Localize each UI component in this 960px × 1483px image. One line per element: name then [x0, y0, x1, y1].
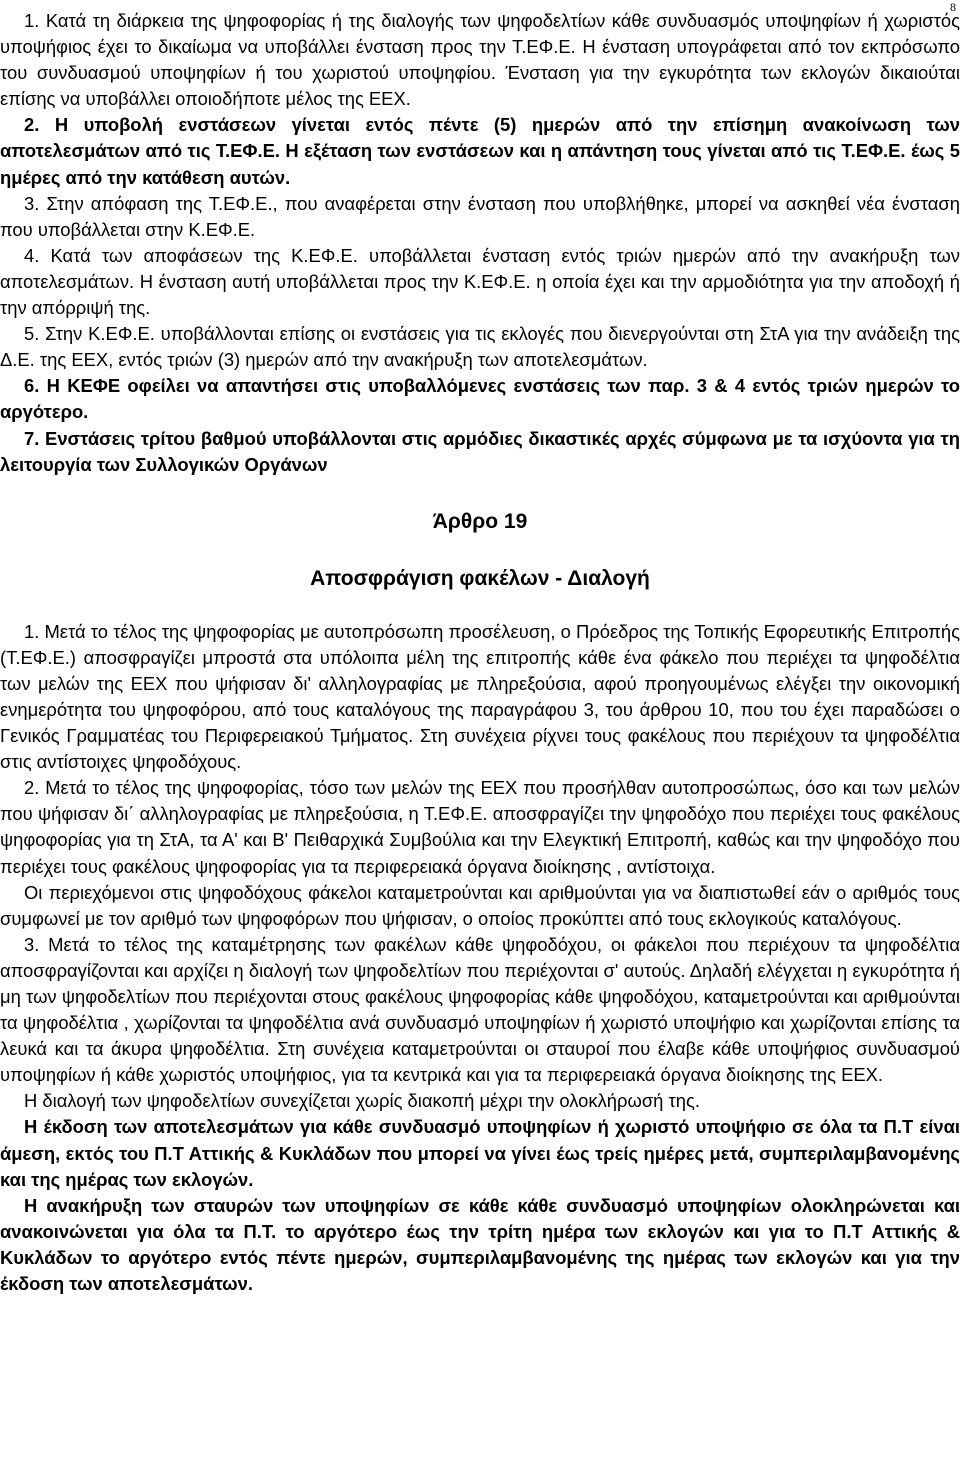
paragraph-kefe-reply: 6. Η ΚΕΦΕ οφείλει να απαντήσει στις υποβαλλόμενες ενστάσεις των παρ. 3 & 4 εντός τριών ημερών το αργότερο.	[0, 375, 960, 423]
page-number: 8	[950, 0, 956, 14]
paragraph-objection-deadline: 2. Η υποβολή ενστάσεων γίνεται εντός πέντε (5) ημερών από την επίσημη ανακοίνωση των αποτελεσμάτων από τις Τ.ΕΦ.Ε. Η εξέταση των ενστάσεων και η απάντηση τους γίνεται από τις Τ.ΕΦ.Ε. έως 5 ημέρες από την κατάθεση αυτών.	[0, 114, 960, 188]
article-title: Άρθρο 19	[432, 509, 528, 533]
paragraph-unsealing-ballot-box: 2. Μετά το τέλος της ψηφοφορίας, τόσο των μελών της ΕΕΧ που προσήλθαν αυτοπροσώπως, όσο και των μελών που ψήφισαν δι΄ αλληλογραφίας με πληρεξούσια, η Τ.ΕΦ.Ε. αποσφραγίζει την ψηφοδόχο που περιέχει τους φακέλους ψηφοφορίας για τη ΣτΑ, τα Α' και Β' Πειθαρχικά Συμβούλια και την Ελεγκτική Επιτροπή, καθώς και την ψηφοδόχο που περιέχει τους φακέλους ψηφοφορίας για τα περιφερειακά όργανα διοίκησης , αντίστοιχα.	[0, 777, 960, 877]
paragraph-kefe-decisions: 4. Κατά των αποφάσεων της Κ.ΕΦ.Ε. υποβάλλεται ένσταση εντός τριών ημερών από την ανακήρυξη των αποτελεσμάτων. Η ένσταση αυτή υποβάλλεται προς την Κ.ΕΦ.Ε. η οποία έχει και την αρμοδιότητα για την αποδοχή ή την απόρριψή της.	[0, 244, 960, 319]
paragraph-sorting-continues: Η διαλογή των ψηφοδελτίων συνεχίζεται χωρίς διακοπή μέχρι την ολοκλήρωσή της.	[24, 1090, 700, 1112]
paragraph-objection-right: 1. Κατά τη διάρκεια της ψηφοφορίας ή της διαλογής των ψηφοδελτίων κάθε συνδυασμός υποψηφίων ή χωριστός υποψήφιος έχει το δικαίωμα να υποβάλλει ένσταση προς την Τ.ΕΦ.Ε. Η ένσταση υπογράφεται από τον εκπρόσωπο του συνδυασμού υποψηφίων ή του χωριστού υποψηφίου. Ένσταση για την εγκυρότητα των εκλογών δικαιούται επίσης να υποβάλλει οποιοδήποτε μέλος της ΕΕΧ.	[0, 10, 960, 110]
paragraph-unsealing-envelopes: 1. Μετά το τέλος της ψηφοφορίας με αυτοπρόσωπη προσέλευση, ο Πρόεδρος της Τοπικής Εφορευτικής Επιτροπής (Τ.ΕΦ.Ε.) αποσφραγίζει μπροστά στα υπόλοιπα μέλη της επιτροπής κάθε ένα φάκελο που περιέχει τα ψηφοδέλτια των μελών της ΕΕΧ που ψήφισαν δι' αλληλογραφίας με πληρεξούσια, αφού προηγουμένως ελέγξει την οικονομική ενημερότητα του ψηφοφόρου, από τους καταλόγους της παραγράφου 3, του άρθρου 10, που του έχει παραδώσει ο Γενικός Γραμματέας του Περιφερειακού Τμήματος. Στη συνέχεια ρίχνει τους φακέλους που περιέχουν τα ψηφοδέλτια στις αντίστοιχες ψηφοδόχους.	[0, 620, 960, 773]
paragraph-third-degree: 7. Ενστάσεις τρίτου βαθμού υποβάλλονται στις αρμόδιες δικαστικές αρχές σύμφωνα με τα ισχύοντα για τη λειτουργία των Συλλογικών Οργάνων	[0, 427, 960, 475]
article-subtitle: Αποσφράγιση φακέλων - Διαλογή	[310, 566, 650, 590]
paragraph-envelope-count: Οι περιεχόμενοι στις ψηφοδόχους φάκελοι καταμετρούνται και αριθμούνται για να διαπιστωθεί εάν ο αριθμός τους συμφωνεί με τον αριθμό των ψηφοφόρων που ψήφισαν, ο οποίος προκύπτει από τους εκλογικούς καταλόγους.	[0, 881, 960, 929]
paragraph-preference-votes: Η ανακήρυξη των σταυρών των υποψηφίων σε κάθε κάθε συνδυασμό υποψηφίων ολοκληρώνεται και ανακοινώνεται για όλα τα Π.Τ. το αργότερο έως την τρίτη ημέρα των εκλογών και για το Π.Τ Αττικής & Κυκλάδων το αργότερο εντός πέντε ημερών, συμπεριλαμβανομένης της ημέρας των εκλογών και για την έκδοση των αποτελεσμάτων.	[0, 1194, 960, 1295]
article-19-paragraphs	[0, 619, 960, 1297]
paragraph-ballot-sorting: 3. Μετά το τέλος της καταμέτρησης των φακέλων κάθε ψηφοδόχου, οι φάκελοι που περιέχουν τα ψηφοδέλτια αποσφραγίζονται και αρχίζει η διαλογή των ψηφοδελτίων που περιέχονται σ' αυτούς. Δηλαδή ελέγχεται η εγκυρότητα ή μη των ψηφοδελτίων που περιέχονται στους φακέλους ψηφοφορίας κάθε ψηφοδόχου, καταμετρούνται και αριθμούνται τα ψηφοδέλτια , χωρίζονται τα ψηφοδέλτια ανά συνδυασμό υποψηφίων ή χωριστό υποψήφιο και χωρίζονται επίσης τα λευκά και τα άκυρα ψηφοδέλτια. Στη συνέχεια καταμετρούνται οι σταυροί που έλαβε κάθε υποψήφιος συνδυασμού υποψηφίων ή κάθε χωριστός υποψήφιος, για τα κεντρικά και για τα περιφερειακά όργανα διοίκησης της ΕΕΧ.	[0, 933, 960, 1086]
article-18-paragraphs	[0, 8, 960, 478]
paragraph-new-objection: 3. Στην απόφαση της Τ.ΕΦ.Ε., που αναφέρεται στην ένσταση που υποβλήθηκε, μπορεί να ασκηθεί νέα ένσταση που υποβάλλεται στην Κ.ΕΦ.Ε.	[0, 192, 960, 240]
paragraph-results-issuance: Η έκδοση των αποτελεσμάτων για κάθε συνδυασμό υποψηφίων ή χωριστό υποψήφιο σε όλα τα Π.Τ είναι άμεση, εκτός του Π.Τ Αττικής & Κυκλάδων που μπορεί να γίνει έως τρείς ημέρες μετά, συμπεριλαμβανομένης και της ημέρας των εκλογών.	[0, 1116, 960, 1190]
paragraph-sta-objections: 5. Στην Κ.ΕΦ.Ε. υποβάλλονται επίσης οι ενστάσεις για τις εκλογές που διενεργούνται στη ΣτΑ για την ανάδειξη της Δ.Ε. της ΕΕΧ, εντός τριών (3) ημερών από την ανακήρυξη των αποτελεσμάτων.	[0, 323, 960, 371]
document-body	[0, 8, 960, 1297]
